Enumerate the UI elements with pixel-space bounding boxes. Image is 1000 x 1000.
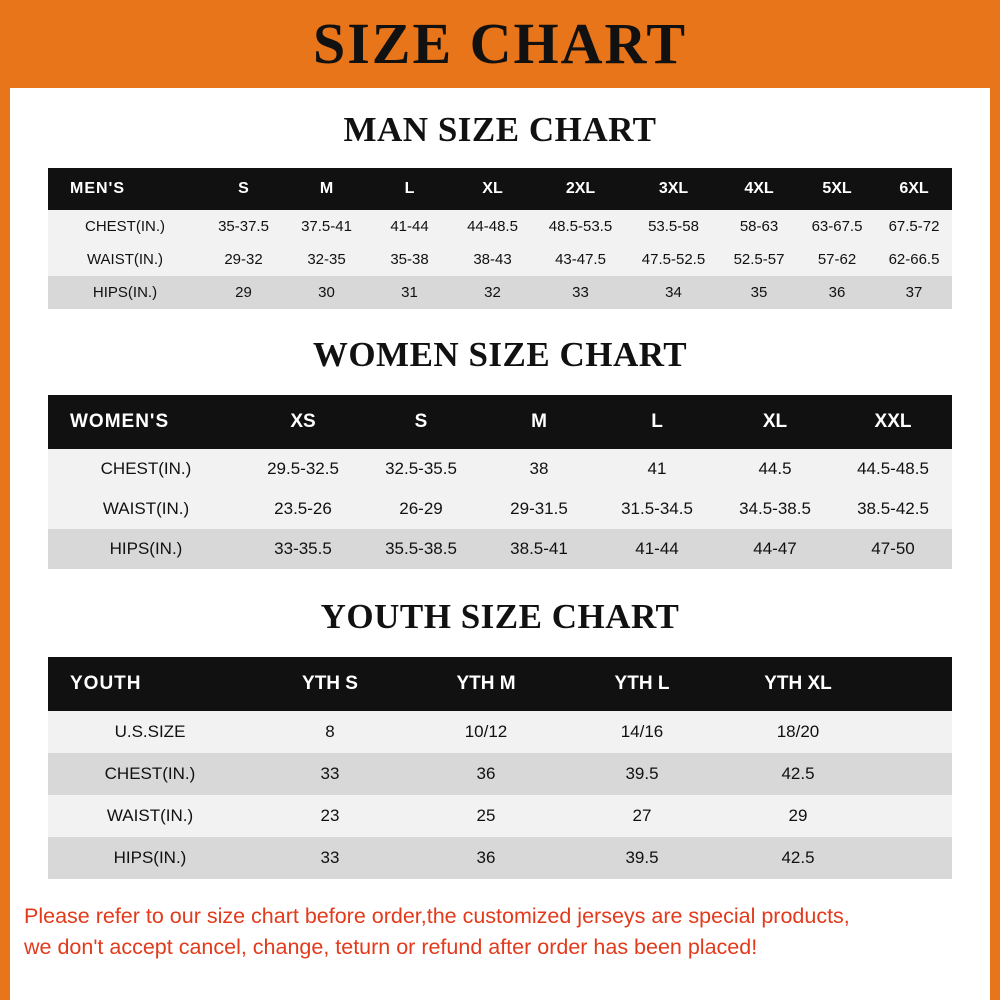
women-cell: 47-50 xyxy=(834,529,952,569)
women-cell: 44-47 xyxy=(716,529,834,569)
man-cell: 29 xyxy=(202,276,285,309)
banner xyxy=(0,0,1000,88)
women-cell: 41-44 xyxy=(598,529,716,569)
youth-cell: 42.5 xyxy=(720,753,876,795)
youth-cell: 33 xyxy=(252,753,408,795)
youth-row-label: CHEST(IN.) xyxy=(48,753,252,795)
women-cell: 44.5-48.5 xyxy=(834,449,952,489)
women-row-label: CHEST(IN.) xyxy=(48,449,244,489)
women-header-cell: WOMEN'S xyxy=(48,395,244,449)
table-row xyxy=(48,210,952,243)
man-header-cell: XL xyxy=(451,168,534,210)
youth-header-cell: YOUTH xyxy=(48,657,252,711)
table-row xyxy=(48,529,952,569)
women-cell: 38.5-42.5 xyxy=(834,489,952,529)
women-header-cell: M xyxy=(480,395,598,449)
banner-title: SIZE CHART xyxy=(312,11,688,76)
youth-cell: 27 xyxy=(564,795,720,837)
man-cell: 32 xyxy=(451,276,534,309)
youth-cell-spacer xyxy=(876,711,952,753)
youth-header-cell: YTH XL xyxy=(720,657,876,711)
women-cell: 32.5-35.5 xyxy=(362,449,480,489)
man-cell: 63-67.5 xyxy=(798,210,876,243)
women-cell: 29-31.5 xyxy=(480,489,598,529)
women-header-cell: XS xyxy=(244,395,362,449)
women-header-cell: L xyxy=(598,395,716,449)
women-cell: 41 xyxy=(598,449,716,489)
man-cell: 41-44 xyxy=(368,210,451,243)
women-cell: 38.5-41 xyxy=(480,529,598,569)
man-header-cell: M xyxy=(285,168,368,210)
youth-cell: 10/12 xyxy=(408,711,564,753)
man-cell: 36 xyxy=(798,276,876,309)
women-size-table xyxy=(48,395,952,569)
table-row xyxy=(48,449,952,489)
women-cell: 38 xyxy=(480,449,598,489)
man-section-title: MAN SIZE CHART xyxy=(343,110,657,149)
women-section-title: WOMEN SIZE CHART xyxy=(312,335,688,374)
youth-section-title: YOUTH SIZE CHART xyxy=(320,597,680,636)
man-header-cell: 3XL xyxy=(627,168,720,210)
table-row xyxy=(48,711,952,753)
note-line-2: we don't accept cancel, change, teturn or refund after order has been placed! xyxy=(24,935,758,960)
women-cell: 26-29 xyxy=(362,489,480,529)
youth-cell: 14/16 xyxy=(564,711,720,753)
women-cell: 44.5 xyxy=(716,449,834,489)
man-header-cell: S xyxy=(202,168,285,210)
table-row xyxy=(48,753,952,795)
man-cell: 29-32 xyxy=(202,243,285,276)
man-header-cell: 6XL xyxy=(876,168,952,210)
women-cell: 35.5-38.5 xyxy=(362,529,480,569)
table-row xyxy=(48,276,952,309)
man-size-table xyxy=(48,168,952,309)
youth-header-spacer xyxy=(876,657,952,711)
man-cell: 48.5-53.5 xyxy=(534,210,627,243)
man-cell: 58-63 xyxy=(720,210,798,243)
table-header-row xyxy=(48,168,952,210)
man-cell: 35 xyxy=(720,276,798,309)
youth-header-cell: YTH S xyxy=(252,657,408,711)
man-cell: 67.5-72 xyxy=(876,210,952,243)
man-cell: 47.5-52.5 xyxy=(627,243,720,276)
youth-cell: 42.5 xyxy=(720,837,876,879)
youth-cell-spacer xyxy=(876,753,952,795)
youth-cell-spacer xyxy=(876,837,952,879)
table-row xyxy=(48,243,952,276)
man-cell: 62-66.5 xyxy=(876,243,952,276)
youth-cell: 29 xyxy=(720,795,876,837)
youth-cell: 36 xyxy=(408,837,564,879)
youth-cell: 8 xyxy=(252,711,408,753)
youth-cell-spacer xyxy=(876,795,952,837)
man-cell: 33 xyxy=(534,276,627,309)
man-cell: 31 xyxy=(368,276,451,309)
man-header-cell: L xyxy=(368,168,451,210)
youth-cell: 36 xyxy=(408,753,564,795)
man-cell: 52.5-57 xyxy=(720,243,798,276)
youth-row-label: HIPS(IN.) xyxy=(48,837,252,879)
youth-cell: 39.5 xyxy=(564,837,720,879)
table-row xyxy=(48,837,952,879)
man-cell: 35-37.5 xyxy=(202,210,285,243)
youth-header-cell: YTH M xyxy=(408,657,564,711)
women-row-label: WAIST(IN.) xyxy=(48,489,244,529)
youth-cell: 33 xyxy=(252,837,408,879)
man-cell: 44-48.5 xyxy=(451,210,534,243)
youth-size-table xyxy=(48,657,952,879)
man-cell: 57-62 xyxy=(798,243,876,276)
man-cell: 35-38 xyxy=(368,243,451,276)
women-cell: 29.5-32.5 xyxy=(244,449,362,489)
women-header-cell: S xyxy=(362,395,480,449)
youth-row-label: WAIST(IN.) xyxy=(48,795,252,837)
youth-cell: 39.5 xyxy=(564,753,720,795)
women-header-cell: XL xyxy=(716,395,834,449)
youth-cell: 23 xyxy=(252,795,408,837)
women-cell: 31.5-34.5 xyxy=(598,489,716,529)
man-row-label: HIPS(IN.) xyxy=(48,276,202,309)
youth-cell: 25 xyxy=(408,795,564,837)
man-header-cell: 5XL xyxy=(798,168,876,210)
youth-row-label: U.S.SIZE xyxy=(48,711,252,753)
man-cell: 37 xyxy=(876,276,952,309)
man-header-cell: MEN'S xyxy=(48,168,202,210)
man-row-label: WAIST(IN.) xyxy=(48,243,202,276)
man-header-cell: 2XL xyxy=(534,168,627,210)
table-row xyxy=(48,489,952,529)
women-cell: 23.5-26 xyxy=(244,489,362,529)
table-row xyxy=(48,795,952,837)
man-row-label: CHEST(IN.) xyxy=(48,210,202,243)
man-header-cell: 4XL xyxy=(720,168,798,210)
women-cell: 33-35.5 xyxy=(244,529,362,569)
man-cell: 32-35 xyxy=(285,243,368,276)
man-cell: 43-47.5 xyxy=(534,243,627,276)
man-cell: 38-43 xyxy=(451,243,534,276)
women-cell: 34.5-38.5 xyxy=(716,489,834,529)
women-row-label: HIPS(IN.) xyxy=(48,529,244,569)
youth-header-cell: YTH L xyxy=(564,657,720,711)
table-header-row xyxy=(48,395,952,449)
man-cell: 34 xyxy=(627,276,720,309)
man-cell: 53.5-58 xyxy=(627,210,720,243)
women-header-cell: XXL xyxy=(834,395,952,449)
man-cell: 30 xyxy=(285,276,368,309)
return-policy-note xyxy=(10,901,990,963)
man-cell: 37.5-41 xyxy=(285,210,368,243)
youth-cell: 18/20 xyxy=(720,711,876,753)
table-header-row xyxy=(48,657,952,711)
note-line-1: Please refer to our size chart before order,the customized jerseys are special products, xyxy=(24,904,850,928)
